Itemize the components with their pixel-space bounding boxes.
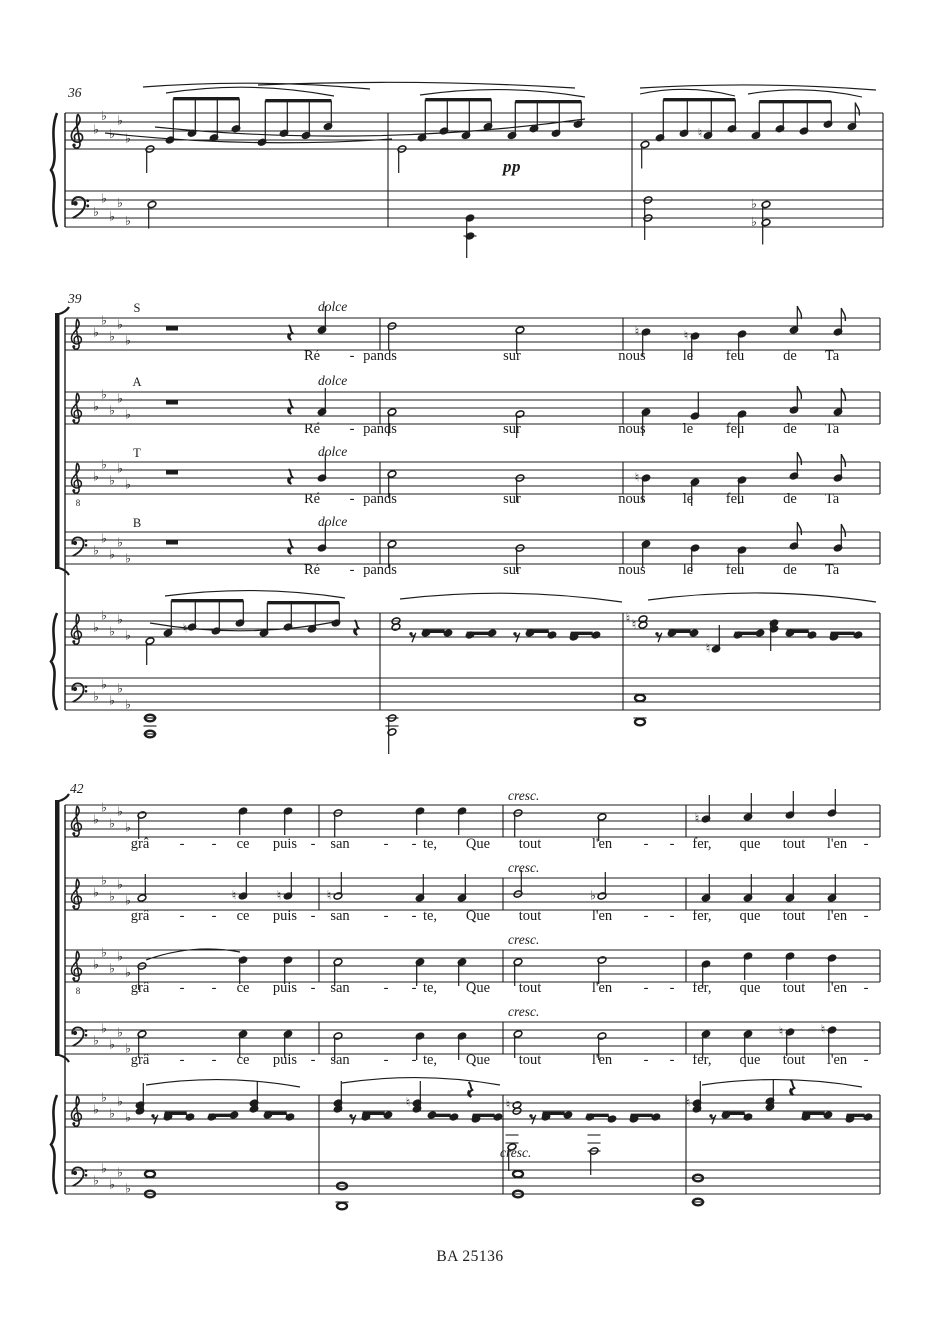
flat-key-signature: ♭ [125,627,131,643]
lyrics-line [304,491,840,507]
lyric-hyphen: - [669,836,675,852]
lyric-syllable: Ta [824,348,840,364]
flat-key-signature: ♭ [93,956,99,972]
lyric-hyphen: - [310,1052,316,1068]
flat-key-signature: ♭ [117,390,123,406]
lyric-syllable: puis [272,980,298,996]
flat-key-signature: ♭ [117,1024,123,1040]
accidental-natural: ♮ [505,1096,511,1112]
flat-key-signature: ♭ [93,324,99,340]
lyric-syllable: fer, [692,836,712,852]
lyric-syllable: ce [236,1052,250,1068]
lyric-syllable: l'en [591,836,613,852]
flat-key-signature: ♭ [109,1176,115,1192]
lyric-syllable: l'en [826,980,848,996]
system-choir-39 [51,291,880,754]
lyric-syllable: puis [272,908,298,924]
lyric-syllable: Ré [303,348,321,364]
lyric-syllable: fer, [692,1052,712,1068]
lyric-syllable: tout [518,1052,542,1068]
lyric-syllable: grâ [130,980,150,996]
lyric-syllable: l'en [591,908,613,924]
lyric-syllable: tout [518,980,542,996]
flat-key-signature: ♭ [125,1040,131,1056]
dynamic-marking: dolce [318,514,348,529]
lyric-syllable: feu [725,491,745,507]
flat-key-signature: ♭ [101,1160,107,1176]
staff-piano1-lh [65,191,883,259]
lyric-syllable: te, [422,1052,438,1068]
flat-key-signature: ♭ [109,402,115,418]
accidental-natural: ♮ [694,810,700,826]
flat-key-signature: ♭ [117,803,123,819]
lyric-hyphen: - [211,980,217,996]
dynamic-marking: dolce [318,373,348,388]
flat-key-signature: ♭ [109,1105,115,1121]
lyric-syllable: que [739,908,761,924]
dynamic-pp: pp [503,157,521,176]
flat-key-signature: ♭ [101,108,107,123]
lyric-syllable: l'en [826,836,848,852]
lyric-syllable: nous [618,348,646,364]
flat-key-signature: ♭ [117,1164,123,1180]
lyric-syllable: sur [503,421,521,437]
accidental-natural: ♮ [276,887,282,903]
dynamic-marking: dolce [318,444,348,459]
lyric-hyphen: - [863,980,869,996]
system-choir-42 [51,781,880,1209]
lyric-syllable: san [330,836,350,852]
staff-bass [65,522,880,574]
lyric-syllable: te, [422,836,438,852]
flat-key-signature: ♭ [125,964,131,980]
accidental-natural: ♮ [778,1023,784,1039]
flat-key-signature: ♭ [101,456,107,472]
lyric-hyphen: - [349,491,355,507]
lyric-syllable: l'en [591,1052,613,1068]
lyric-syllable: Ta [824,491,840,507]
lyric-syllable: pands [363,421,397,437]
flat-key-signature: ♭ [125,550,131,566]
flat-key-signature: ♭ [109,546,115,562]
lyric-syllable: pands [363,562,397,578]
flat-key-signature: ♭ [101,312,107,328]
staff-soprano [65,306,880,360]
lyric-syllable: nous [618,491,646,507]
dynamic-marking: cresc. [500,1145,532,1160]
accidental-natural: ♮ [182,620,188,636]
lyric-syllable: fer, [692,908,712,924]
lyric-hyphen: - [411,908,417,924]
lyric-syllable: tout [518,908,542,924]
flat-key-signature: ♭ [125,1109,131,1125]
flat-key-signature: ♭ [93,688,99,704]
flat-key-signature: ♭ [109,888,115,904]
lyric-syllable: Ta [824,562,840,578]
lyric-syllable: Que [465,980,491,996]
accidental-natural: ♮ [705,640,711,656]
lyric-syllable: sur [503,348,521,364]
flat-key-signature: ♭ [109,126,115,141]
lyric-syllable: de [783,348,797,364]
piano-brace [51,613,57,710]
flat-key-signature: ♭ [117,680,123,696]
lyric-hyphen: - [643,908,649,924]
flat-key-signature: ♭ [93,1101,99,1117]
staff-alto [65,386,880,438]
lyric-hyphen: - [411,980,417,996]
lyric-hyphen: - [383,908,389,924]
lyric-syllable: nous [618,421,646,437]
flat-key-signature: ♭ [117,316,123,332]
lyric-hyphen: - [383,980,389,996]
lyric-syllable: feu [725,348,745,364]
flat-key-signature: ♭ [101,1020,107,1036]
flat-key-signature: ♭ [101,799,107,815]
lyric-syllable: que [739,1052,761,1068]
flat-key-signature: ♭ [93,884,99,900]
lyric-syllable: ce [236,908,250,924]
flat-key-signature: ♭ [117,460,123,476]
lyric-syllable: san [330,908,350,924]
lyric-syllable: pands [363,348,397,364]
flat-key-signature: ♭ [93,1032,99,1048]
flat-key-signature: ♭ [109,623,115,639]
lyric-syllable: te, [422,980,438,996]
lyric-syllable: nous [618,562,646,578]
lyric-syllable: l'en [591,980,613,996]
flat-key-signature: ♭ [93,121,99,137]
lyric-hyphen: - [863,908,869,924]
lyric-hyphen: - [211,836,217,852]
staff-piano1-rh [65,82,883,173]
flat-key-signature: ♭ [117,1093,123,1109]
accidental-natural: ♮ [405,1094,411,1110]
dynamic-marking: cresc. [508,860,540,875]
voice-label: A [132,375,142,389]
lyric-syllable: grâ [130,1052,150,1068]
flat-key-signature: ♭ [93,468,99,484]
lyric-syllable: fer, [692,980,712,996]
dynamic-marking: cresc. [508,1004,540,1019]
flat-key-signature: ♭ [125,892,131,908]
lyric-hyphen: - [411,1052,417,1068]
dynamic-marking: cresc. [508,932,540,947]
flat-key-signature: ♭ [109,472,115,488]
voice-label: B [132,516,142,530]
lyric-hyphen: - [411,836,417,852]
lyrics-line [304,421,840,437]
lyric-hyphen: - [863,1052,869,1068]
flat-key-signature: ♭ [101,530,107,546]
flat-key-signature: ♭ [101,872,107,888]
flat-key-signature: ♭ [109,208,115,224]
lyric-hyphen: - [863,836,869,852]
lyric-syllable: Que [465,836,491,852]
lyric-hyphen: - [179,1052,185,1068]
flat-key-signature: ♭ [93,542,99,558]
lyric-syllable: tout [782,908,806,924]
accidental-natural: ♮ [625,610,631,626]
flat-key-signature: ♭ [101,607,107,623]
flat-key-signature: ♭ [101,386,107,402]
lyric-syllable: de [783,491,797,507]
flat-key-signature: ♭ [93,619,99,635]
lyric-syllable: feu [725,562,745,578]
lyric-hyphen: - [383,836,389,852]
lyric-syllable: puis [272,1052,298,1068]
accidental-natural: ♮ [683,327,689,343]
lyric-syllable: Que [465,908,491,924]
lyrics-line [131,836,869,852]
flat-key-signature: ♭ [109,815,115,831]
flat-key-signature: ♭ [125,332,131,348]
voice-label: T [133,446,141,460]
lyric-syllable: sur [503,562,521,578]
lyric-hyphen: - [211,1052,217,1068]
dynamic-marking: dolce [318,299,348,314]
lyric-syllable: de [783,421,797,437]
lyric-hyphen: - [310,980,316,996]
staff-piano2-lh [65,677,880,755]
lyric-syllable: de [783,562,797,578]
staff-soprano2 [65,789,880,841]
flat-key-signature: ♭ [125,130,131,146]
lyric-hyphen: - [383,1052,389,1068]
flat-key-signature: ♭ [101,676,107,692]
lyric-hyphen: - [669,1052,675,1068]
voice-label: S [133,301,141,315]
flat-key-signature: ♭ [109,328,115,344]
staff-piano3-lh [65,1161,880,1210]
flat-key-signature: ♭ [117,611,123,627]
lyric-syllable: feu [725,421,745,437]
piano-brace [51,113,57,227]
measure-number: 39 [68,291,82,306]
lyric-hyphen: - [643,980,649,996]
lyric-hyphen: - [643,1052,649,1068]
lyric-syllable: que [739,836,761,852]
lyric-syllable: grâ [130,908,150,924]
lyric-syllable: Que [465,1052,491,1068]
tenor-octave-mark: 8 [75,498,81,508]
lyric-syllable: pands [363,491,397,507]
flat-key-signature: ♭ [117,948,123,964]
lyric-syllable: le [682,348,694,364]
lyric-hyphen: - [179,980,185,996]
lyric-syllable: grâ [130,836,150,852]
system-piano-interlude [51,82,883,258]
lyric-hyphen: - [211,908,217,924]
accidental-natural: ♮ [634,323,640,339]
lyric-hyphen: - [669,908,675,924]
lyric-syllable: Ré [303,562,321,578]
flat-key-signature: ♭ [117,112,123,128]
choir-bracket [55,313,60,569]
edition-number: BA 25136 [436,1248,504,1265]
lyric-syllable: puis [272,836,298,852]
tenor-octave-mark: 8 [75,986,81,996]
flat-key-signature: ♭ [125,696,131,712]
accidental-natural: ♮ [326,887,332,903]
flat-key-signature: ♭ [101,944,107,960]
lyric-syllable: san [330,1052,350,1068]
measure-number: 36 [68,85,82,100]
lyric-hyphen: - [310,908,316,924]
lyric-syllable: que [739,980,761,996]
flat-key-signature: ♭ [125,819,131,835]
accidental-flat: ♭ [751,196,757,211]
flat-key-signature: ♭ [93,811,99,827]
flat-key-signature: ♭ [109,960,115,976]
lyric-syllable: l'en [826,908,848,924]
choir-bracket [55,800,60,1056]
flat-key-signature: ♭ [93,204,99,219]
flat-key-signature: ♭ [109,1036,115,1052]
lyric-syllable: sur [503,491,521,507]
accidental-flat: ♭ [590,887,596,903]
accidental-natural: ♮ [697,124,703,140]
lyric-syllable: Ré [303,491,321,507]
accidental-flat: ♭ [751,214,757,229]
lyric-hyphen: - [643,836,649,852]
flat-key-signature: ♭ [93,1172,99,1188]
lyric-syllable: l'en [826,1052,848,1068]
accidental-natural: ♮ [231,887,237,903]
lyric-syllable: Ta [824,421,840,437]
accidental-natural: ♮ [634,469,640,485]
flat-key-signature: ♭ [117,876,123,892]
lyric-syllable: tout [782,1052,806,1068]
lyric-syllable: san [330,980,350,996]
staff-piano2-rh [65,591,880,665]
flat-key-signature: ♭ [109,692,115,708]
lyric-syllable: tout [518,836,542,852]
lyric-syllable: le [682,491,694,507]
flat-key-signature: ♭ [117,195,123,210]
flat-key-signature: ♭ [125,406,131,422]
lyric-hyphen: - [669,980,675,996]
staff-tenor [65,452,880,508]
lyric-syllable: ce [236,980,250,996]
measure-number: 42 [70,781,84,796]
lyric-hyphen: - [179,908,185,924]
lyric-syllable: le [682,562,694,578]
accidental-natural: ♮ [820,1021,826,1037]
flat-key-signature: ♭ [117,534,123,550]
flat-key-signature: ♭ [101,1089,107,1105]
lyric-hyphen: - [349,348,355,364]
flat-key-signature: ♭ [93,398,99,414]
lyric-syllable: tout [782,836,806,852]
flat-key-signature: ♭ [101,190,107,206]
lyric-syllable: Ré [303,421,321,437]
piano-brace [51,1095,57,1194]
lyric-hyphen: - [349,421,355,437]
accidental-natural: ♮ [685,1094,691,1110]
lyric-hyphen: - [310,836,316,852]
flat-key-signature: ♭ [125,476,131,492]
lyric-syllable: le [682,421,694,437]
flat-key-signature: ♭ [125,1180,131,1196]
lyric-hyphen: - [349,562,355,578]
accidental-natural: ♮ [631,616,637,632]
dynamic-marking: cresc. [508,788,540,803]
lyric-hyphen: - [179,836,185,852]
lyric-syllable: te, [422,908,438,924]
staff-piano3-rh [65,1078,880,1175]
flat-key-signature: ♭ [125,213,131,228]
lyric-syllable: ce [236,836,250,852]
lyric-syllable: tout [782,980,806,996]
staff-alto2 [65,870,880,910]
